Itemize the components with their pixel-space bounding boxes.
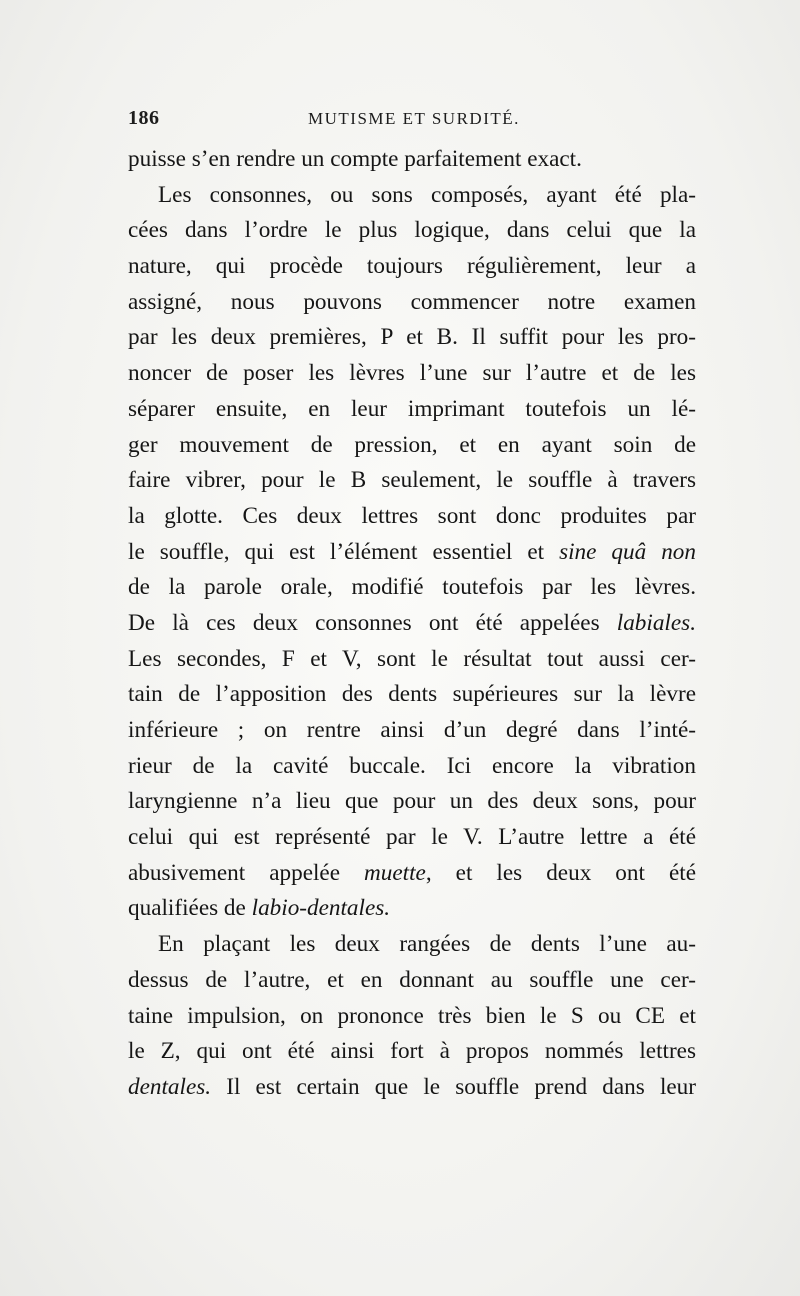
text-line: En plaçant les deux rangées de dents l’une au-	[158, 931, 696, 958]
text-line: par les deux premières, P et B. Il suffit pour les pro-	[128, 324, 696, 351]
italic-term: labio-dentales.	[251, 895, 391, 922]
text-line	[128, 856, 696, 892]
text-line: laryngienne n’a lieu que pour un des deux sons, pour	[128, 788, 696, 815]
italic-term: labiales.	[616, 609, 696, 636]
page-number: 186	[128, 107, 160, 129]
text-line	[128, 1070, 696, 1106]
text-line: noncer de poser les lèvres l’une sur l’autre et de les	[128, 360, 696, 387]
text-line: rieur de la cavité buccale. Ici encore la vibration	[128, 752, 696, 779]
text-line: ger mouvement de pression, et en ayant soin de	[128, 431, 696, 458]
text-line: inférieure ; on rentre ainsi d’un degré dans l’inté-	[128, 717, 696, 743]
text-line: le Z, qui ont été ainsi fort à propos nommés lettres	[128, 1038, 696, 1065]
italic-term: muette	[364, 859, 426, 886]
text-line: de la parole orale, modifié toutefois par les lèvres.	[128, 574, 696, 601]
text-run: De là ces deux consonnes ont été appelées	[128, 609, 617, 636]
text-line: la glotte. Ces deux lettres sont donc produites par	[128, 502, 696, 529]
text-line: nature, qui procède toujours régulièrement, leur a	[128, 253, 696, 280]
text-run: le souffle, qui est l’élément essentiel et	[128, 538, 560, 565]
page-header	[128, 107, 696, 137]
text-run: abusivement appelée	[128, 859, 365, 886]
text-line: tain de l’apposition des dents supérieures sur la lèvre	[128, 681, 696, 708]
text-line: celui qui est représenté par le V. L’autre lettre a été	[128, 824, 696, 851]
text-line: Les secondes, F et V, sont le résultat tout aussi cer-	[128, 645, 696, 672]
text-line	[128, 535, 696, 571]
text-line: Les consonnes, ou sons composés, ayant été pla-	[158, 181, 696, 208]
italic-term: sine quâ non	[559, 538, 696, 565]
running-title: MUTISME ET SURDITÉ.	[308, 109, 520, 128]
text-line: cées dans l’ordre le plus logique, dans celui que la	[128, 217, 696, 244]
text-line	[128, 891, 696, 927]
text-line: dessus de l’autre, et en donnant au souffle une cer-	[128, 966, 696, 993]
text-line: puisse s’en rendre un compte parfaitement exact.	[128, 146, 582, 172]
text-run: qualifiées de	[128, 895, 252, 922]
text-line: assigné, nous pouvons commencer notre examen	[128, 288, 696, 315]
text-run: , et les deux ont été	[425, 859, 696, 886]
body-text	[128, 142, 696, 1106]
text-line: taine impulsion, on prononce très bien le S ou CE et	[128, 1002, 696, 1029]
text-line	[128, 606, 696, 642]
text-line: faire vibrer, pour le B seulement, le souffle à travers	[128, 467, 696, 494]
italic-term: dentales.	[128, 1073, 212, 1100]
text-run: Il est certain que le souffle prend dans leur	[211, 1073, 696, 1100]
text-line: séparer ensuite, en leur imprimant toutefois un lé-	[128, 395, 696, 422]
